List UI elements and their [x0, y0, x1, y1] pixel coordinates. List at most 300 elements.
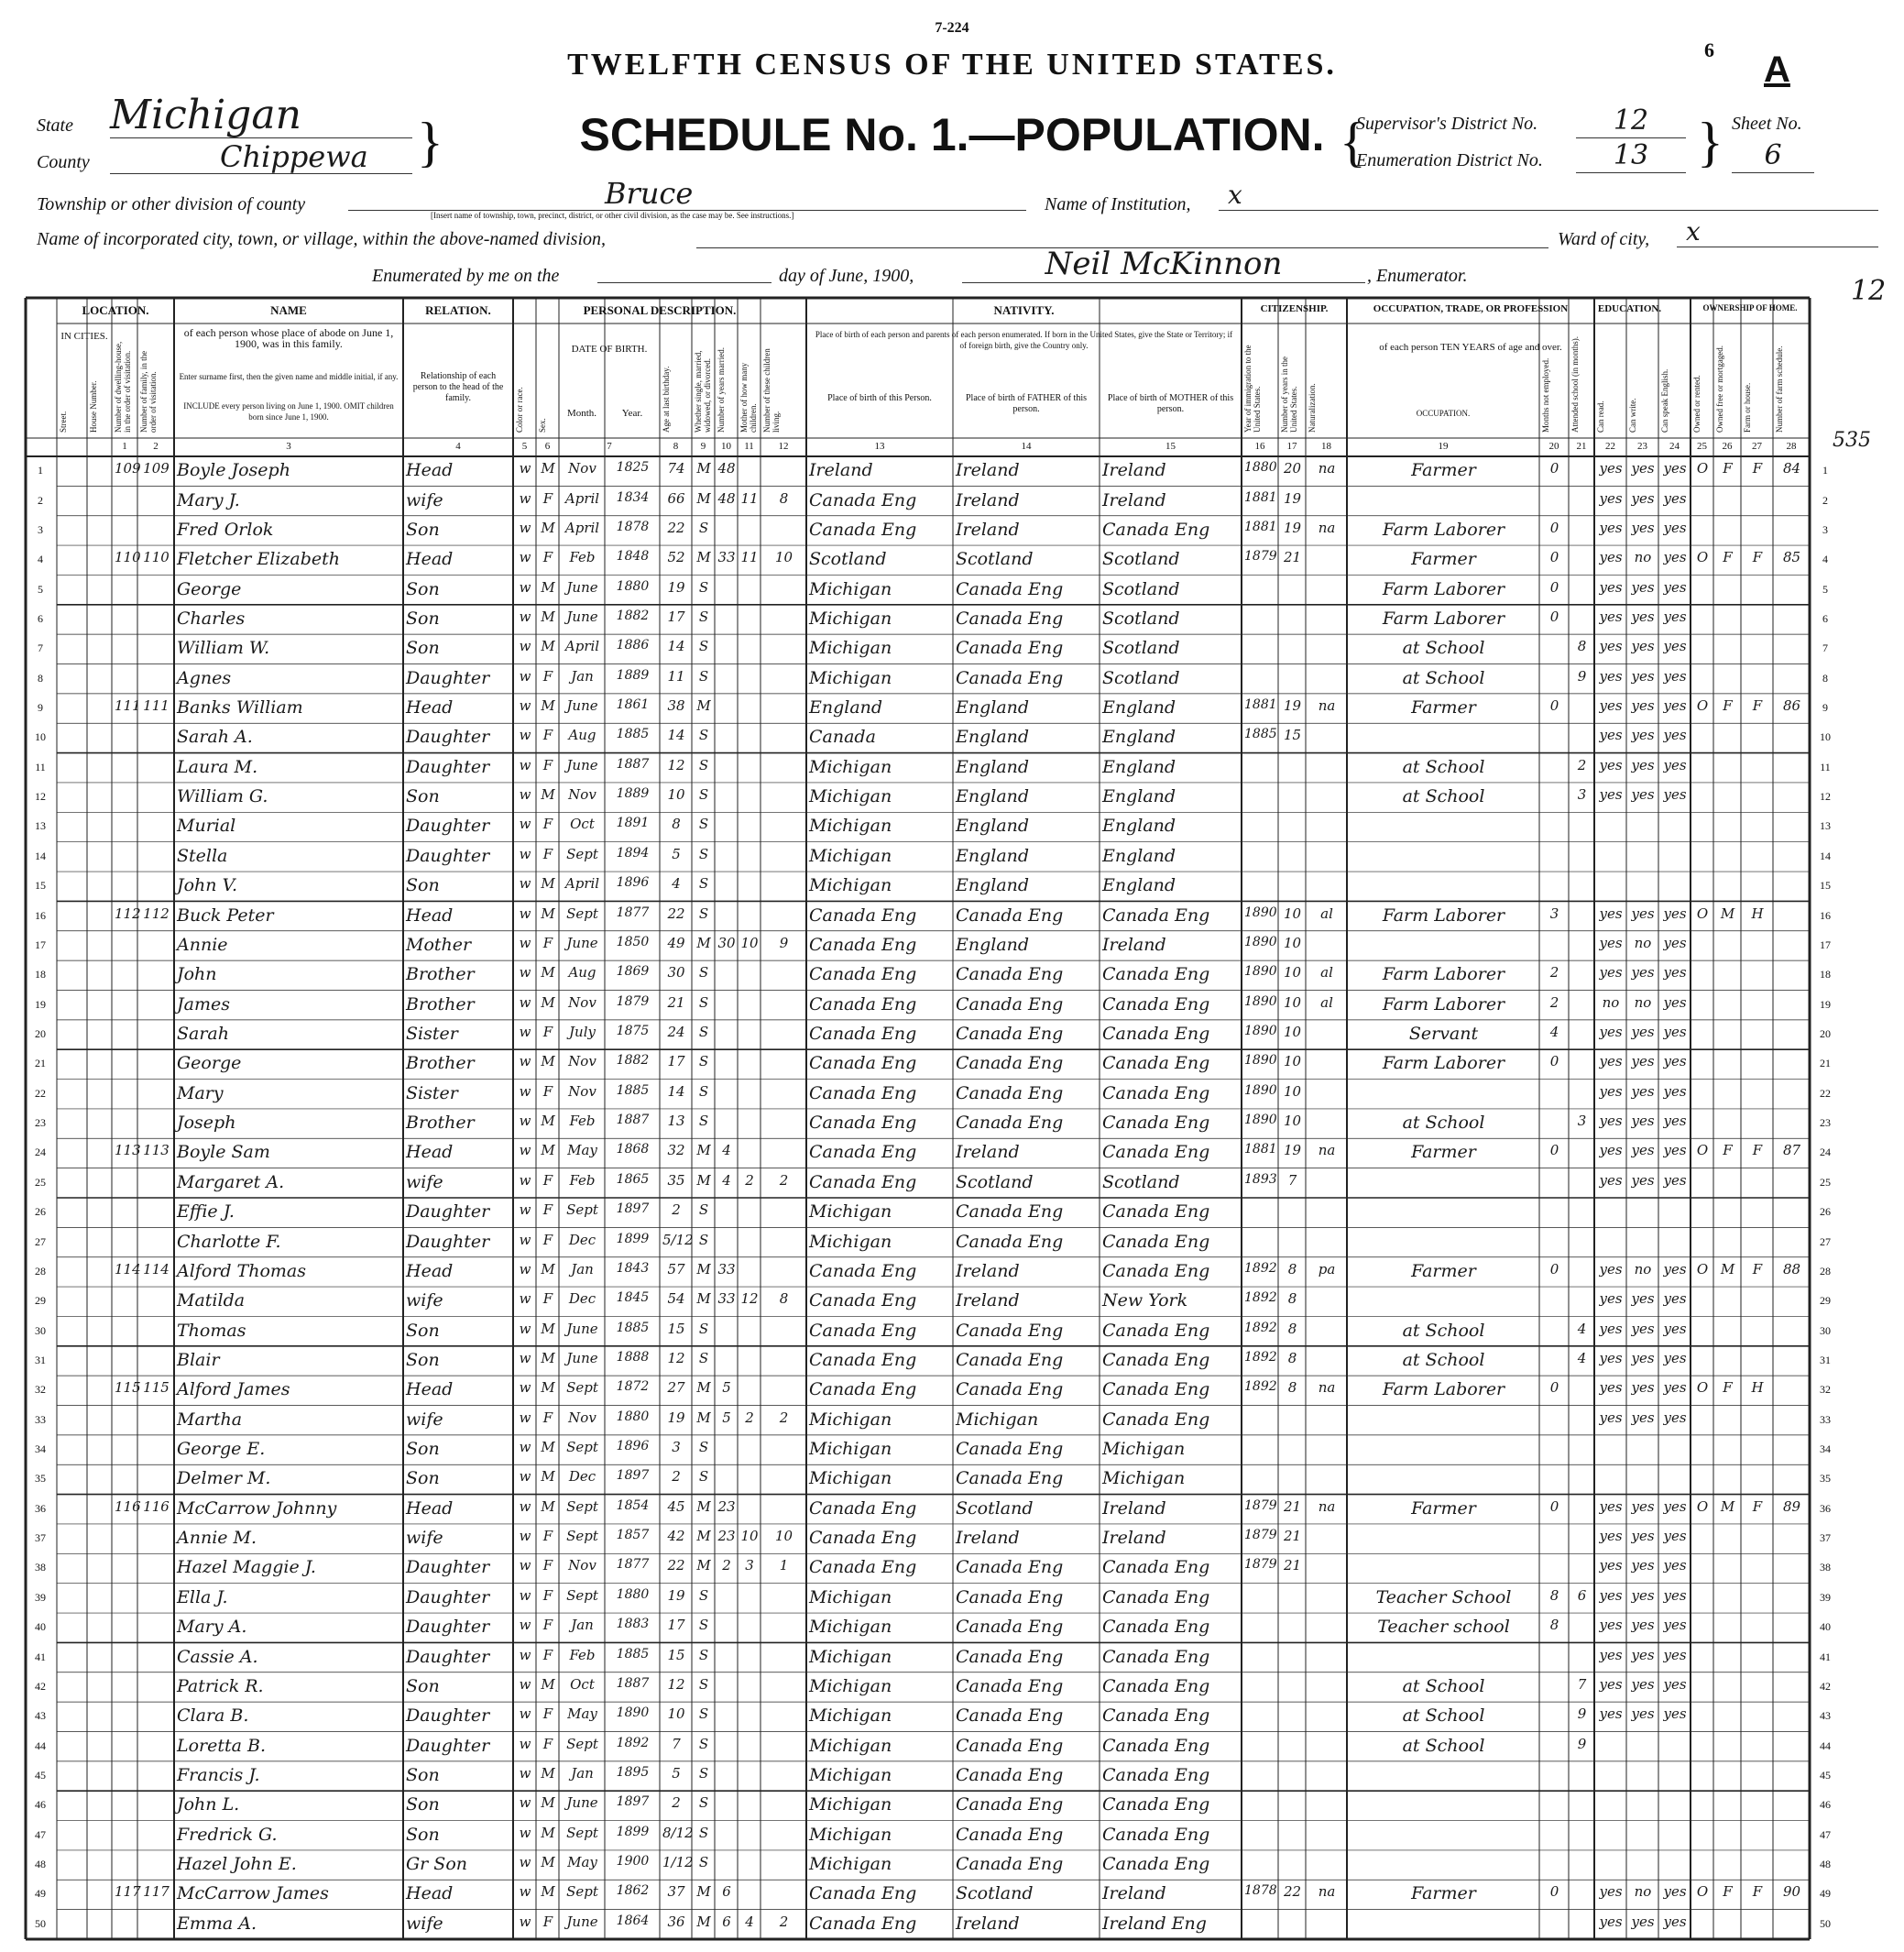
cell-sex: F	[542, 667, 553, 685]
hdr-vert-nat: Naturalization.	[1308, 383, 1317, 433]
cell-nat: na	[1318, 697, 1336, 715]
hdr-vert-ym: Number of years married.	[717, 347, 726, 433]
table-row	[0, 1109, 1904, 1138]
cell-mar: M	[696, 549, 711, 566]
row-number-right: 29	[1820, 1294, 1831, 1308]
cell-yr: 1888	[616, 1349, 650, 1365]
cell-rd: yes	[1599, 1497, 1623, 1515]
cell-en: yes	[1663, 489, 1687, 507]
col-number-23: 23	[1637, 441, 1647, 452]
cell-yr: 1899	[616, 1824, 650, 1839]
cell-pobf: Canada Eng	[956, 1617, 1064, 1638]
cell-nat: pa	[1318, 1260, 1336, 1278]
cell-mon: Dec	[568, 1231, 596, 1248]
cell-name: George E.	[177, 1439, 266, 1460]
cell-sex: M	[541, 1260, 555, 1278]
hdr-name-instr: Enter surname first, then the given name and middle initial, if any.	[179, 372, 399, 381]
cell-col: w	[519, 875, 531, 893]
cell-mon: Aug	[568, 964, 596, 981]
row-number-right: 44	[1820, 1738, 1831, 1752]
row-number-right: 46	[1820, 1798, 1831, 1812]
cell-mar: M	[696, 1528, 711, 1545]
cell-cl: 10	[774, 549, 793, 566]
page-letter: A	[1764, 49, 1790, 90]
cell-rd: yes	[1599, 1705, 1623, 1723]
cell-yr: 1848	[616, 549, 650, 565]
cell-age: 21	[667, 993, 685, 1011]
sheet-label: Sheet No.	[1732, 114, 1802, 134]
col-number-19: 19	[1438, 441, 1449, 452]
cell-pobm: Canada Eng	[1102, 1705, 1210, 1727]
cell-pobf: Scotland	[956, 549, 1034, 570]
cell-age: 5/12	[662, 1231, 694, 1248]
cell-mar: M	[696, 1260, 711, 1278]
hdr-occupation: OCCUPATION, TRADE, OR PROFESSION	[1373, 303, 1569, 314]
hdr-name: NAME	[270, 303, 307, 317]
cell-pobm: England	[1102, 816, 1176, 837]
cell-pobm: Canada Eng	[1102, 1646, 1210, 1667]
col-number-21: 21	[1576, 441, 1587, 452]
row-number-left: 29	[35, 1294, 46, 1308]
cell-sch: 84	[1782, 460, 1801, 477]
cell-pobm: Ireland	[1102, 1528, 1166, 1549]
cell-mar: S	[698, 1824, 709, 1841]
cell-yr: 1897	[616, 1468, 650, 1484]
cell-wr: yes	[1631, 727, 1655, 744]
cell-pob: Canada Eng	[809, 519, 917, 540]
cell-rd: yes	[1599, 519, 1623, 536]
cell-name: Cassie A.	[177, 1646, 258, 1667]
cell-col: w	[519, 727, 531, 744]
cell-mon: May	[567, 1142, 597, 1159]
row-number-left: 19	[35, 997, 46, 1011]
cell-unemp: 0	[1549, 578, 1559, 596]
cell-rel: Mother	[406, 934, 472, 955]
cell-imm: 1879	[1244, 1528, 1277, 1543]
cell-mar: M	[696, 1913, 711, 1930]
cell-sex: F	[542, 756, 553, 773]
table-row	[0, 605, 1904, 634]
cell-pobf: Canada Eng	[956, 1024, 1064, 1044]
cell-pobm: Canada Eng	[1102, 1765, 1210, 1785]
cell-fam: 115	[143, 1379, 170, 1397]
cell-pobf: Canada Eng	[956, 578, 1064, 599]
row-number-left: 49	[35, 1887, 46, 1901]
cell-occ: Farmer	[1411, 697, 1476, 718]
cell-yus: 19	[1283, 697, 1302, 715]
cell-fam: 113	[143, 1142, 170, 1159]
row-number-left: 11	[35, 760, 46, 773]
cell-yr: 1834	[616, 489, 650, 505]
cell-imm: 1885	[1244, 727, 1277, 742]
row-number-right: 5	[1822, 582, 1828, 596]
row-number-right: 27	[1820, 1234, 1831, 1248]
hdr-ownership: OWNERSHIP OF HOME.	[1702, 303, 1798, 313]
cell-sex: F	[542, 1409, 553, 1426]
row-number-left: 39	[35, 1590, 46, 1604]
cell-occ: at School	[1402, 667, 1485, 688]
cell-age: 17	[667, 608, 685, 625]
cell-occ: at School	[1402, 786, 1485, 807]
cell-rel: Daughter	[406, 1557, 490, 1578]
cell-name: William G.	[177, 786, 268, 807]
cell-dw: 117	[115, 1883, 141, 1901]
cell-occ: Farmer	[1411, 549, 1476, 570]
cell-name: Alford Thomas	[177, 1260, 306, 1281]
cell-pobm: England	[1102, 875, 1176, 896]
bracket-right-close: }	[1697, 112, 1723, 172]
cell-own: O	[1696, 1260, 1709, 1278]
cell-rel: Son	[406, 1794, 440, 1815]
hdr-pob-person: Place of birth of this Person.	[827, 393, 932, 403]
hdr-vert-yus: Number of years in the United States.	[1280, 356, 1298, 433]
cell-yr: 1869	[616, 964, 650, 980]
cell-unemp: 2	[1549, 964, 1559, 981]
cell-rd: yes	[1599, 578, 1623, 596]
cell-yus: 8	[1287, 1349, 1297, 1366]
row-number-left: 27	[35, 1234, 46, 1248]
cell-pob: Canada Eng	[809, 1082, 917, 1103]
row-number-right: 21	[1820, 1057, 1831, 1070]
cell-nat: al	[1320, 993, 1333, 1011]
cell-rd: yes	[1599, 489, 1623, 507]
cell-own: O	[1696, 697, 1709, 715]
cell-mon: Sept	[566, 1379, 598, 1397]
cell-col: w	[519, 1290, 531, 1308]
cell-pobf: Canada Eng	[956, 905, 1064, 926]
cell-mon: Jan	[571, 1260, 594, 1278]
row-number-right: 4	[1822, 553, 1828, 566]
row-number-right: 1	[1822, 464, 1828, 477]
cell-sex: F	[542, 845, 553, 862]
cell-pobm: Canada Eng	[1102, 905, 1210, 926]
cell-yr: 1892	[616, 1735, 650, 1750]
row-number-right: 24	[1820, 1146, 1831, 1159]
cell-en: yes	[1663, 1024, 1687, 1040]
cell-pob: Canada Eng	[809, 1497, 917, 1519]
table-row	[0, 1376, 1904, 1405]
row-number-left: 36	[35, 1501, 46, 1515]
cell-mar: S	[698, 756, 709, 773]
cell-pobf: Canada Eng	[956, 1082, 1064, 1103]
table-row	[0, 783, 1904, 812]
cell-pobm: Canada Eng	[1102, 1320, 1210, 1341]
cell-mar: S	[698, 1675, 709, 1693]
cell-age: 19	[667, 1586, 685, 1604]
cell-pobm: Ireland	[1102, 460, 1166, 481]
cell-rd: yes	[1599, 549, 1623, 566]
row-number-right: 16	[1820, 908, 1831, 922]
cell-imm: 1878	[1244, 1883, 1277, 1899]
hdr-vert-mort: Owned free or mortgaged.	[1715, 345, 1724, 433]
cell-unemp: 0	[1549, 1883, 1559, 1901]
cell-mon: Aug	[568, 727, 596, 744]
cell-imm: 1881	[1244, 697, 1277, 713]
table-row	[0, 1406, 1904, 1435]
col-number-1: 1	[122, 441, 127, 452]
cell-occ: Farm Laborer	[1382, 964, 1505, 985]
col-number-15: 15	[1165, 441, 1176, 452]
cell-pob: Michigan	[809, 1735, 892, 1756]
cell-cl: 9	[779, 934, 789, 951]
cell-ym: 2	[722, 1557, 731, 1574]
cell-mon: June	[566, 1320, 598, 1337]
cell-yr: 1887	[616, 1675, 650, 1691]
cell-pobf: Ireland	[956, 1290, 1020, 1311]
cell-mon: Nov	[568, 460, 596, 477]
hdr-vert-street: Street.	[59, 411, 68, 433]
cell-name: Loretta B.	[177, 1735, 267, 1756]
cell-occ: Servant	[1408, 1024, 1479, 1044]
cell-mon: June	[566, 578, 598, 596]
cell-age: 12	[667, 756, 685, 773]
cell-yr: 1897	[616, 1794, 650, 1810]
cell-rel: Sister	[406, 1024, 458, 1044]
table-row	[0, 1702, 1904, 1731]
row-number-right: 6	[1822, 611, 1828, 625]
cell-nat: na	[1318, 1883, 1336, 1901]
cell-pobm: England	[1102, 727, 1176, 748]
cell-fam: 112	[143, 905, 170, 922]
cell-pob: Michigan	[809, 578, 892, 599]
cell-pob: Scotland	[809, 549, 887, 570]
cell-col: w	[519, 1409, 531, 1426]
city-label: Name of incorporated city, town, or village, within the above-named division,	[37, 229, 607, 249]
cell-name: Boyle Joseph	[177, 460, 290, 481]
cell-pob: Michigan	[809, 608, 892, 629]
cell-mon: June	[566, 697, 598, 715]
cell-name: McCarrow James	[177, 1883, 329, 1904]
cell-name: John L.	[177, 1794, 240, 1815]
row-number-right: 41	[1820, 1650, 1831, 1663]
cell-rd: yes	[1599, 1883, 1623, 1901]
cell-age: 17	[667, 1053, 685, 1070]
cell-name: Agnes	[177, 667, 232, 688]
cell-col: w	[519, 905, 531, 922]
col-number-18: 18	[1321, 441, 1331, 452]
cell-pobm: Canada Eng	[1102, 1824, 1210, 1845]
cell-yr: 1882	[616, 608, 650, 623]
col-number-27: 27	[1752, 441, 1762, 452]
cell-rel: Son	[406, 1765, 440, 1785]
cell-sex: F	[542, 1201, 553, 1219]
cell-own: O	[1696, 549, 1709, 566]
cell-col: w	[519, 1231, 531, 1248]
cell-wr: yes	[1631, 786, 1655, 804]
cell-wr: yes	[1631, 1142, 1655, 1159]
cell-mon: April	[564, 875, 600, 893]
cell-mar: S	[698, 875, 709, 893]
hdr-pob-father: Place of birth of FATHER of this person.	[965, 393, 1088, 414]
supervisor-label: Supervisor's District No.	[1356, 114, 1538, 134]
cell-age: 37	[667, 1883, 685, 1901]
cell-yr: 1880	[616, 578, 650, 594]
cell-en: yes	[1663, 1113, 1687, 1130]
cell-sex: M	[541, 578, 555, 596]
cell-pob: Michigan	[809, 667, 892, 688]
cell-en: yes	[1663, 1528, 1687, 1545]
cell-yus: 10	[1283, 1053, 1302, 1070]
cell-pob: Michigan	[809, 1409, 892, 1430]
cell-wr: yes	[1631, 1379, 1655, 1397]
cell-col: w	[519, 1349, 531, 1366]
cell-yr: 1900	[616, 1854, 650, 1870]
hdr-vert-att: Attended school (in months).	[1570, 336, 1580, 433]
cell-col: w	[519, 638, 531, 655]
row-number-left: 41	[35, 1650, 46, 1663]
cell-farm: F	[1752, 1497, 1763, 1515]
cell-wr: yes	[1631, 1290, 1655, 1308]
cell-pobf: Ireland	[956, 1260, 1020, 1281]
cell-wr: no	[1634, 1883, 1652, 1901]
cell-col: w	[519, 1883, 531, 1901]
cell-pobf: Canada Eng	[956, 1231, 1064, 1252]
cell-unemp: 0	[1549, 697, 1559, 715]
table-row	[0, 990, 1904, 1019]
cell-occ: at School	[1402, 1349, 1485, 1370]
cell-col: w	[519, 1142, 531, 1159]
cell-ym: 33	[717, 1260, 736, 1278]
cell-moc: 4	[745, 1913, 754, 1930]
cell-wr: yes	[1631, 667, 1655, 685]
cell-pobf: Canada Eng	[956, 1053, 1064, 1074]
cell-mon: Sept	[566, 1824, 598, 1841]
table-row	[0, 1080, 1904, 1109]
cell-age: 36	[667, 1913, 685, 1930]
cell-pobm: Michigan	[1102, 1439, 1186, 1460]
row-number-right: 19	[1820, 997, 1831, 1011]
cell-pob: Canada Eng	[809, 1557, 917, 1578]
cell-pob: Canada Eng	[809, 1883, 917, 1904]
cell-rd: yes	[1599, 667, 1623, 685]
cell-sex: F	[542, 1646, 553, 1663]
cell-mon: Sept	[566, 1497, 598, 1515]
cell-farm: F	[1752, 697, 1763, 715]
row-number-left: 18	[35, 968, 46, 981]
cell-occ: Teacher School	[1375, 1586, 1512, 1607]
cell-rd: yes	[1599, 1617, 1623, 1634]
cell-en: yes	[1663, 934, 1687, 951]
cell-yr: 1878	[616, 519, 650, 534]
cell-sch: 86	[1782, 697, 1801, 715]
cell-dw: 109	[115, 460, 141, 477]
cell-mar: S	[698, 964, 709, 981]
cell-rel: Brother	[406, 993, 475, 1014]
row-number-left: 17	[35, 938, 46, 951]
ward-value: x	[1677, 216, 1878, 247]
cell-sex: F	[542, 549, 553, 566]
cell-age: 12	[667, 1675, 685, 1693]
cell-mon: July	[569, 1024, 596, 1040]
cell-fam: 109	[143, 460, 170, 477]
cell-col: w	[519, 1113, 531, 1130]
cell-mar: S	[698, 1082, 709, 1100]
cell-pobf: Canada Eng	[956, 1113, 1064, 1134]
cell-col: w	[519, 1735, 531, 1752]
cell-pobm: England	[1102, 845, 1176, 866]
cell-mar: S	[698, 1646, 709, 1663]
cell-occ: Farm Laborer	[1382, 578, 1505, 599]
cell-pob: Canada Eng	[809, 1053, 917, 1074]
cell-age: 10	[667, 1705, 685, 1723]
cell-occ: at School	[1402, 1675, 1485, 1696]
table-row	[0, 1316, 1904, 1345]
cell-pobf: Canada Eng	[956, 1557, 1064, 1578]
table-row	[0, 1020, 1904, 1049]
cell-rd: yes	[1599, 1528, 1623, 1545]
cell-rel: Son	[406, 786, 440, 807]
cell-sex: F	[542, 1290, 553, 1308]
cell-rd: yes	[1599, 608, 1623, 625]
cell-yus: 8	[1287, 1290, 1297, 1308]
cell-sex: M	[541, 1824, 555, 1841]
cell-mort: F	[1723, 1142, 1733, 1159]
cell-fam: 116	[143, 1497, 170, 1515]
cell-yus: 8	[1287, 1379, 1297, 1397]
cell-mar: S	[698, 1705, 709, 1723]
cell-rel: Daughter	[406, 756, 490, 777]
cell-pobf: Canada Eng	[956, 638, 1064, 659]
cell-fam: 110	[143, 549, 170, 566]
cell-col: w	[519, 1260, 531, 1278]
row-number-left: 33	[35, 1412, 46, 1426]
cell-yus: 22	[1283, 1883, 1302, 1901]
cell-att: 6	[1577, 1586, 1587, 1604]
cell-age: 4	[672, 875, 681, 893]
bracket-right-open: {	[1340, 112, 1366, 172]
hdr-personal: PERSONAL DESCRIPTION.	[583, 303, 737, 317]
cell-wr: yes	[1631, 608, 1655, 625]
table-row	[0, 1257, 1904, 1287]
cell-mon: Dec	[568, 1290, 596, 1308]
cell-name: Effie J.	[177, 1201, 235, 1223]
cell-rd: yes	[1599, 1913, 1623, 1930]
cell-mon: Sept	[566, 845, 598, 862]
cell-unemp: 3	[1549, 905, 1559, 922]
cell-age: 42	[667, 1528, 685, 1545]
cell-mar: S	[698, 608, 709, 625]
cell-col: w	[519, 667, 531, 685]
row-number-left: 10	[35, 730, 46, 744]
cell-yr: 1886	[616, 638, 650, 653]
cell-age: 66	[667, 489, 685, 507]
table-row	[0, 575, 1904, 604]
cell-pob: Michigan	[809, 1617, 892, 1638]
cell-en: yes	[1663, 1409, 1687, 1426]
cell-col: w	[519, 1528, 531, 1545]
table-row	[0, 1613, 1904, 1642]
cell-cl: 2	[779, 1409, 789, 1426]
cell-mon: Dec	[568, 1468, 596, 1486]
cell-pob: Michigan	[809, 816, 892, 837]
row-number-left: 28	[35, 1264, 46, 1278]
cell-en: yes	[1663, 905, 1687, 922]
cell-yr: 1825	[616, 460, 650, 476]
hdr-vert-cl: Number of these children living.	[762, 348, 781, 433]
cell-wr: no	[1634, 993, 1652, 1011]
cell-mort: F	[1723, 697, 1733, 715]
cell-pobf: Canada Eng	[956, 1765, 1064, 1785]
cell-pobf: Canada Eng	[956, 993, 1064, 1014]
col-number-25: 25	[1697, 441, 1707, 452]
col-number-3: 3	[286, 441, 291, 452]
cell-occ: Farm Laborer	[1382, 608, 1505, 629]
table-row	[0, 812, 1904, 841]
table-row	[0, 486, 1904, 515]
cell-age: 22	[667, 905, 685, 922]
cell-col: w	[519, 1379, 531, 1397]
cell-own: O	[1696, 1142, 1709, 1159]
